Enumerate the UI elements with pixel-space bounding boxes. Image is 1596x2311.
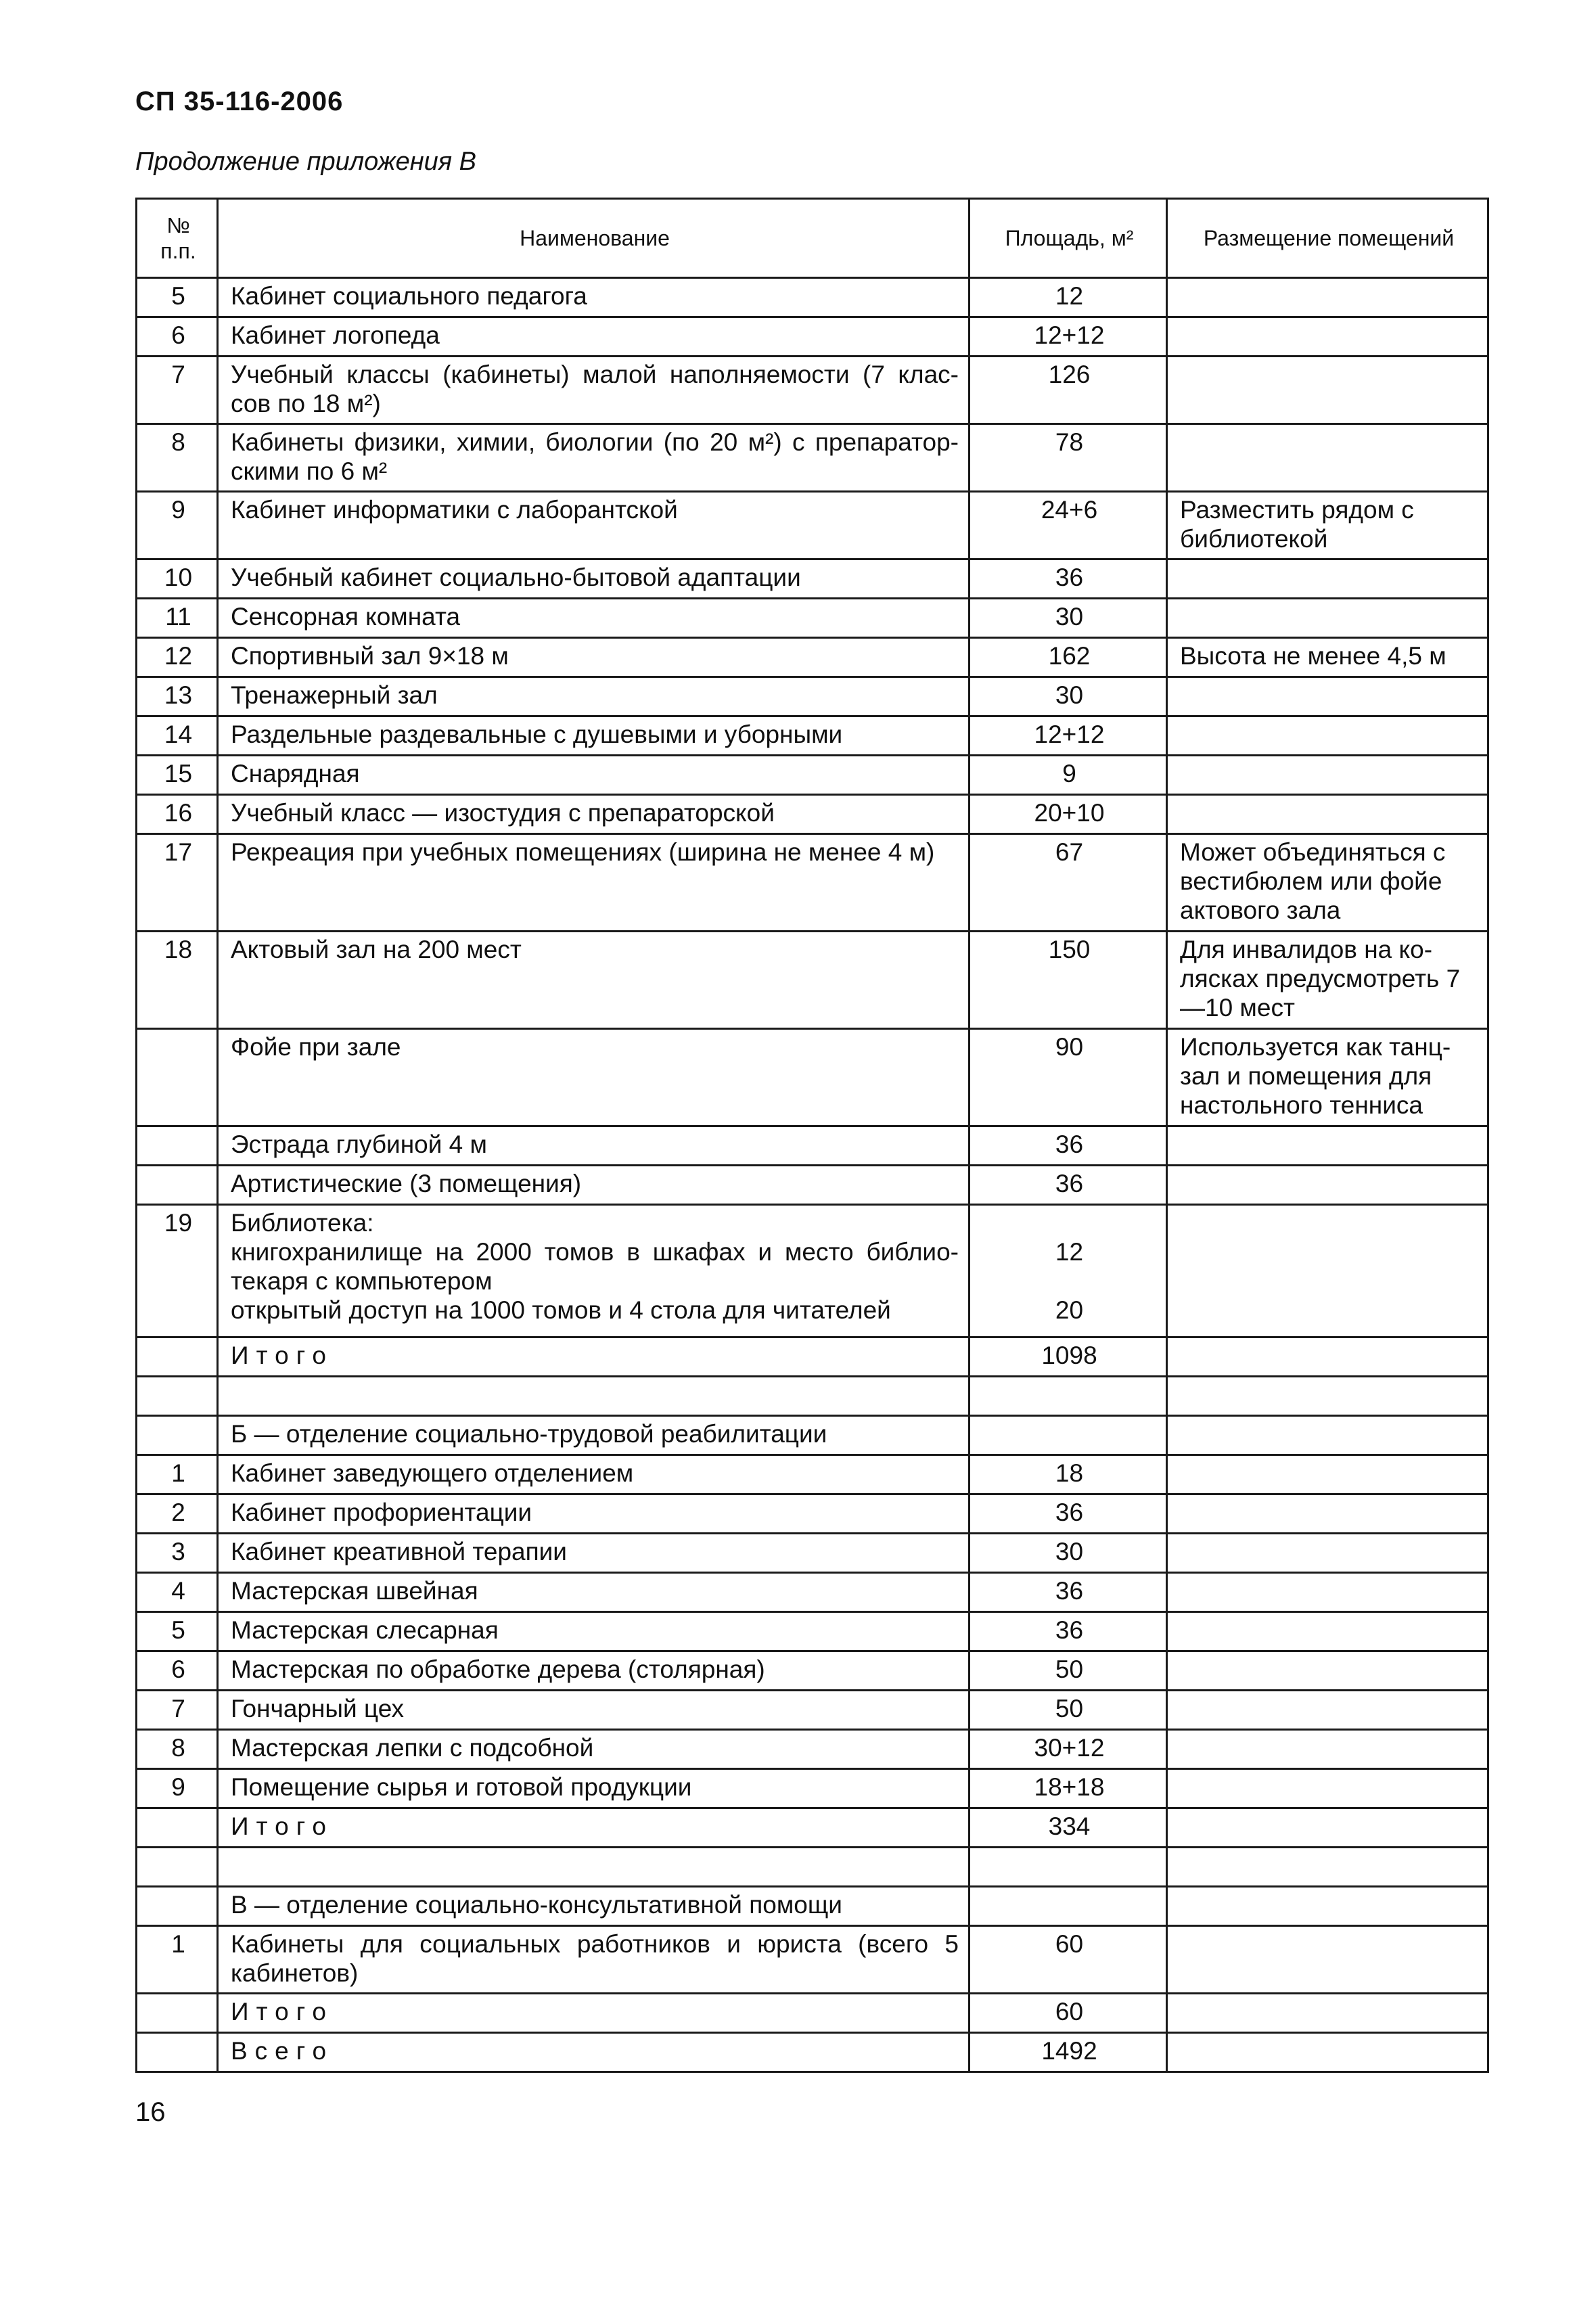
row-num	[137, 1029, 218, 1126]
row-num: 11	[137, 599, 218, 638]
row-area: 150	[970, 932, 1167, 1029]
library-body	[137, 1205, 1488, 1455]
row-area: 9	[970, 756, 1167, 795]
row-name: Гончарный цех	[218, 1691, 970, 1730]
grand-total-row	[137, 2033, 1488, 2072]
row-place	[1167, 1691, 1488, 1730]
total-row-c	[137, 1994, 1488, 2033]
row-area: 36	[970, 1126, 1167, 1166]
row-name: Кабинеты физики, химии, биологии (по 20 м²) с препаратор-скими по 6 м²	[218, 424, 970, 492]
col-header-area: Площадь, м²	[970, 199, 1167, 278]
library-area2: 20	[1055, 1296, 1084, 1324]
col-header-num-line2: п.п.	[160, 239, 196, 263]
row-num: 16	[137, 795, 218, 834]
total-label: Итого	[218, 1994, 970, 2033]
totals-footer	[137, 1994, 1488, 2072]
row-place	[1167, 795, 1488, 834]
row-num: 13	[137, 677, 218, 716]
row-num	[137, 1126, 218, 1166]
row-num: 9	[137, 1769, 218, 1808]
row-place	[1167, 1126, 1488, 1166]
row-name	[218, 1205, 970, 1337]
row-place: Может объединяться с вестибюлем или фойе актового зала	[1167, 834, 1488, 932]
row-name: Эстрада глубиной 4 м	[218, 1126, 970, 1166]
total-label: Итого	[218, 1808, 970, 1848]
row-place	[1167, 1494, 1488, 1534]
table-row	[137, 756, 1488, 795]
row-place	[1167, 716, 1488, 756]
rooms-table	[135, 198, 1489, 2073]
row-place	[1167, 278, 1488, 317]
row-area: 126	[970, 357, 1167, 424]
library-title: Библиотека:	[231, 1209, 374, 1237]
row-place: Для инвалидов на ко-лясках предусмотреть 7—10 мест	[1167, 932, 1488, 1029]
row-num: 17	[137, 834, 218, 932]
row-place	[1167, 1337, 1488, 1377]
row-name: Рекреация при учебных помещениях (ширина не менее 4 м)	[218, 834, 970, 932]
row-name: Кабинет социального педагога	[218, 278, 970, 317]
section-c-body	[137, 1926, 1488, 1994]
row-place	[1167, 1769, 1488, 1808]
row-place: Высота не менее 4,5 м	[1167, 638, 1488, 677]
row-area: 18+18	[970, 1769, 1167, 1808]
row-place	[1167, 1612, 1488, 1651]
row-num: 9	[137, 492, 218, 559]
row-num: 18	[137, 932, 218, 1029]
section-a-body	[137, 278, 1488, 1205]
table-row	[137, 1926, 1488, 1994]
row-name: Раздельные раздевальные с душевыми и уборными	[218, 716, 970, 756]
row-area: 67	[970, 834, 1167, 932]
table-row	[137, 1534, 1488, 1573]
table-row	[137, 1029, 1488, 1126]
row-place	[1167, 1730, 1488, 1769]
row-name: Мастерская швейная	[218, 1573, 970, 1612]
row-place	[1167, 1534, 1488, 1573]
table-row	[137, 1769, 1488, 1808]
row-area: 36	[970, 1573, 1167, 1612]
row-area: 30	[970, 677, 1167, 716]
row-num: 5	[137, 1612, 218, 1651]
row-area: 50	[970, 1651, 1167, 1691]
col-header-name: Наименование	[218, 199, 970, 278]
table-row	[137, 1455, 1488, 1494]
row-name: Учебный классы (кабинеты) малой наполняемости (7 клас-сов по 18 м²)	[218, 357, 970, 424]
total-area: 334	[970, 1808, 1167, 1848]
grand-total-area: 1492	[970, 2033, 1167, 2072]
row-name: Снарядная	[218, 756, 970, 795]
row-name: Сенсорная комната	[218, 599, 970, 638]
row-name: Мастерская по обработке дерева (столярная)	[218, 1651, 970, 1691]
table-row	[137, 1166, 1488, 1205]
row-area: 162	[970, 638, 1167, 677]
section-c-title: В — отделение социально-консультативной помощи	[218, 1887, 970, 1926]
row-num: 6	[137, 1651, 218, 1691]
section-b-footer	[137, 1808, 1488, 1926]
col-header-num	[137, 199, 218, 278]
row-area: 12	[970, 278, 1167, 317]
row-name: Кабинет профориентации	[218, 1494, 970, 1534]
table-row	[137, 424, 1488, 492]
table-row	[137, 1730, 1488, 1769]
document-code: СП 35-116-2006	[135, 87, 344, 116]
row-num: 1	[137, 1926, 218, 1994]
row-place: Используется как танц-зал и помещения для настольного тенниса	[1167, 1029, 1488, 1126]
row-place	[1167, 1926, 1488, 1994]
row-name: Кабинеты для социальных работников и юриста (всего 5 кабинетов)	[218, 1926, 970, 1994]
row-place	[1167, 357, 1488, 424]
row-place	[1167, 559, 1488, 599]
row-area: 30	[970, 1534, 1167, 1573]
row-num: 1	[137, 1455, 218, 1494]
row-name: Кабинет логопеда	[218, 317, 970, 357]
row-name: Тренажерный зал	[218, 677, 970, 716]
row-name: Учебный класс — изостудия с препараторской	[218, 795, 970, 834]
row-num: 6	[137, 317, 218, 357]
table-row	[137, 1651, 1488, 1691]
section-b-title: Б — отделение социально-трудовой реабилитации	[218, 1416, 970, 1455]
table-row	[137, 795, 1488, 834]
row-area: 30+12	[970, 1730, 1167, 1769]
row-num: 2	[137, 1494, 218, 1534]
row-name: Мастерская лепки с подсобной	[218, 1730, 970, 1769]
row-num: 10	[137, 559, 218, 599]
section-b-title-row	[137, 1416, 1488, 1455]
row-num: 14	[137, 716, 218, 756]
row-place	[1167, 1455, 1488, 1494]
row-num: 19	[137, 1205, 218, 1337]
row-place	[1167, 1205, 1488, 1337]
blank-row	[137, 1848, 1488, 1887]
row-num: 7	[137, 1691, 218, 1730]
blank-row	[137, 1377, 1488, 1416]
total-area: 1098	[970, 1337, 1167, 1377]
row-place	[1167, 317, 1488, 357]
row-place	[1167, 599, 1488, 638]
table-row	[137, 278, 1488, 317]
row-place	[1167, 1166, 1488, 1205]
table-row	[137, 1691, 1488, 1730]
table-row	[137, 1573, 1488, 1612]
table-row	[137, 599, 1488, 638]
row-num: 7	[137, 357, 218, 424]
section-b-body	[137, 1455, 1488, 1808]
row-place: Разместить рядом с библиотекой	[1167, 492, 1488, 559]
library-area1: 12	[1055, 1238, 1084, 1266]
row-num: 5	[137, 278, 218, 317]
row-place	[1167, 677, 1488, 716]
grand-total-label: Всего	[218, 2033, 970, 2072]
row-num: 3	[137, 1534, 218, 1573]
total-label: Итого	[218, 1337, 970, 1377]
total-row-a	[137, 1337, 1488, 1377]
table-row	[137, 677, 1488, 716]
row-place	[1167, 1573, 1488, 1612]
appendix-subtitle: Продолжение приложения В	[135, 147, 476, 176]
row-area: 12+12	[970, 716, 1167, 756]
table-header-row	[137, 199, 1488, 278]
row-area: 90	[970, 1029, 1167, 1126]
row-place	[1167, 756, 1488, 795]
section-c-title-row	[137, 1887, 1488, 1926]
row-area: 36	[970, 559, 1167, 599]
row-name: Учебный кабинет социально-бытовой адаптации	[218, 559, 970, 599]
row-area: 24+6	[970, 492, 1167, 559]
total-row-b	[137, 1808, 1488, 1848]
row-area: 30	[970, 599, 1167, 638]
row-name: Актовый зал на 200 мест	[218, 932, 970, 1029]
library-line2: открытый доступ на 1000 томов и 4 стола для читателей	[231, 1296, 891, 1324]
row-num: 8	[137, 424, 218, 492]
table-row	[137, 716, 1488, 756]
row-name: Кабинет заведующего отделением	[218, 1455, 970, 1494]
row-num: 12	[137, 638, 218, 677]
row-num	[137, 1337, 218, 1377]
row-place	[1167, 424, 1488, 492]
row-num: 4	[137, 1573, 218, 1612]
table-row	[137, 492, 1488, 559]
row-area: 36	[970, 1166, 1167, 1205]
col-header-placement: Размещение помещений	[1167, 199, 1488, 278]
row-num: 8	[137, 1730, 218, 1769]
table-row-library	[137, 1205, 1488, 1337]
row-area: 36	[970, 1494, 1167, 1534]
row-name: Кабинет информатики с лаборантской	[218, 492, 970, 559]
table-row	[137, 1612, 1488, 1651]
row-area: 18	[970, 1455, 1167, 1494]
library-line1: книгохранилище на 2000 томов в шкафах и место библио-текаря с компьютером	[231, 1238, 959, 1295]
row-area: 12+12	[970, 317, 1167, 357]
row-place	[1167, 1651, 1488, 1691]
row-name: Спортивный зал 9×18 м	[218, 638, 970, 677]
row-name: Помещение сырья и готовой продукции	[218, 1769, 970, 1808]
table-row	[137, 317, 1488, 357]
row-area	[970, 1205, 1167, 1337]
table-row	[137, 834, 1488, 932]
row-name: Мастерская слесарная	[218, 1612, 970, 1651]
col-header-num-line1: №	[166, 213, 190, 237]
row-area: 36	[970, 1612, 1167, 1651]
table-row	[137, 1126, 1488, 1166]
row-num	[137, 1166, 218, 1205]
total-area: 60	[970, 1994, 1167, 2033]
row-num: 15	[137, 756, 218, 795]
row-name: Фойе при зале	[218, 1029, 970, 1126]
page-number: 16	[135, 2097, 166, 2127]
row-area: 60	[970, 1926, 1167, 1994]
row-area: 78	[970, 424, 1167, 492]
table-row	[137, 357, 1488, 424]
row-name: Кабинет креативной терапии	[218, 1534, 970, 1573]
table-row	[137, 1494, 1488, 1534]
row-name: Артистические (3 помещения)	[218, 1166, 970, 1205]
row-area: 50	[970, 1691, 1167, 1730]
row-area: 20+10	[970, 795, 1167, 834]
table-row	[137, 932, 1488, 1029]
table-row	[137, 638, 1488, 677]
table-row	[137, 559, 1488, 599]
